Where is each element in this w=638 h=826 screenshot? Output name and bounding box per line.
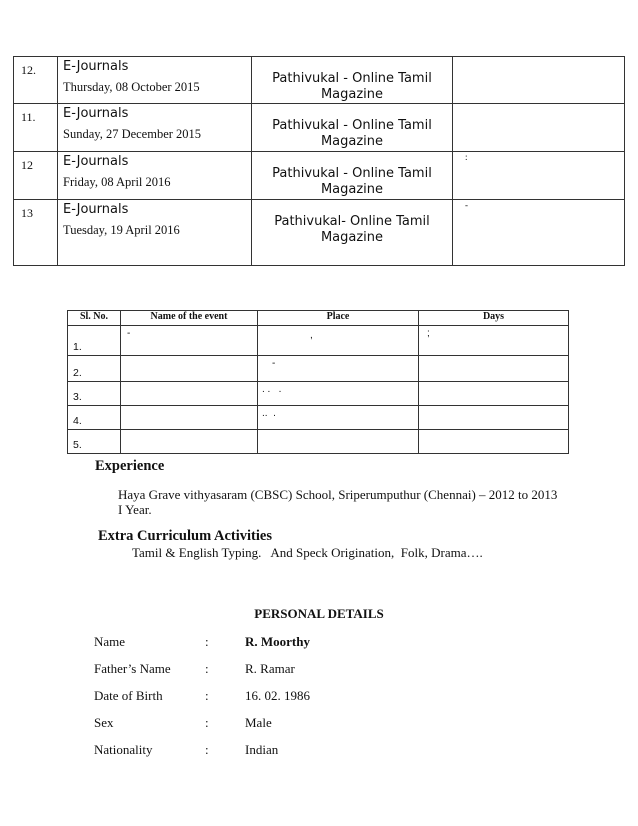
personal-colon: :: [205, 661, 209, 676]
journal-extra-cell: -: [453, 200, 625, 266]
event-name-cell: [121, 430, 258, 454]
table-row: [14, 200, 625, 266]
personal-value: R. Moorthy: [245, 634, 310, 649]
journal-label: E-Journals: [63, 59, 129, 74]
personal-colon: :: [205, 634, 209, 649]
table-header-row: [68, 311, 569, 326]
journal-title-cell: [58, 152, 252, 200]
journal-place-line2: Magazine: [320, 134, 384, 149]
table-row: [68, 326, 569, 356]
table-row: [68, 382, 569, 406]
journal-title-cell: [58, 200, 252, 266]
experience-line2: I Year.: [118, 502, 152, 517]
sl-no-cell: 5.: [68, 430, 121, 454]
sl-no-cell: 1.: [68, 326, 121, 356]
event-place-cell: [258, 430, 419, 454]
event-place-cell: [258, 382, 419, 406]
personal-colon: :: [205, 688, 209, 703]
table-row: [14, 152, 625, 200]
event-days-cell: [419, 406, 569, 430]
journal-label: E-Journals: [63, 154, 129, 169]
journals-table: [13, 56, 625, 266]
journal-label: E-Journals: [63, 106, 129, 121]
row-number: 12: [14, 152, 58, 200]
events-table: [67, 310, 569, 454]
table-row: [68, 406, 569, 430]
header-event-name: Name of the event: [121, 311, 258, 326]
personal-colon: :: [205, 715, 209, 730]
event-place-text: -: [272, 358, 276, 369]
table-row: [68, 356, 569, 382]
journal-place-line2: Magazine: [320, 87, 384, 102]
extra-curricular-heading: Extra Curriculum Activities: [98, 528, 272, 544]
event-days-cell: [419, 356, 569, 382]
sl-no-cell: 3.: [68, 382, 121, 406]
journal-place-cell: [252, 200, 453, 266]
experience-heading: Experience: [95, 458, 165, 474]
journal-place-line1: Pathivukal- Online Tamil: [274, 214, 430, 229]
event-place-cell: [258, 406, 419, 430]
journal-date: Friday, 08 April 2016: [63, 175, 171, 189]
journal-date: Tuesday, 19 April 2016: [63, 223, 180, 237]
journal-place-cell: [252, 152, 453, 200]
header-sl-no: Sl. No.: [68, 311, 121, 326]
event-place-cell: [258, 326, 419, 356]
experience-line1: Haya Grave vithyasaram (CBSC) School, Sriperumputhur (Chennai) – 2012 to 2013: [118, 487, 558, 502]
header-days: Days: [419, 311, 569, 326]
journal-place-line1: Pathivukal - Online Tamil: [272, 118, 432, 133]
personal-colon: :: [205, 742, 209, 757]
event-name-cell: [121, 406, 258, 430]
table-row: [14, 104, 625, 152]
personal-label: Father’s Name: [94, 661, 171, 676]
personal-label: Nationality: [94, 742, 153, 757]
event-place-text: . . .: [262, 384, 282, 395]
journal-label: E-Journals: [63, 202, 129, 217]
table-row: [68, 430, 569, 454]
event-days-text: ;: [427, 328, 430, 339]
event-name-cell: [121, 382, 258, 406]
journal-place-line2: Magazine: [320, 182, 384, 197]
journal-date: Sunday, 27 December 2015: [63, 127, 202, 141]
event-name-text: -: [127, 328, 131, 339]
personal-label: Date of Birth: [94, 688, 163, 703]
journal-extra-cell: [453, 104, 625, 152]
sl-no-cell: 4.: [68, 406, 121, 430]
table-row: [14, 57, 625, 104]
journal-place-line1: Pathivukal - Online Tamil: [272, 71, 432, 86]
personal-details-heading: PERSONAL DETAILS: [254, 606, 384, 621]
journal-title-cell: [58, 57, 252, 104]
journal-place: [252, 200, 452, 246]
personal-value: R. Ramar: [245, 661, 295, 676]
personal-value: Indian: [245, 742, 279, 757]
row-number: 13: [14, 200, 58, 266]
journal-extra-cell: :: [453, 152, 625, 200]
event-place-text: .. .: [262, 408, 276, 419]
event-place-text: ,: [310, 330, 313, 341]
journal-title-cell: [58, 104, 252, 152]
row-number: 12.: [14, 57, 58, 104]
personal-label: Sex: [94, 715, 114, 730]
event-days-cell: [419, 430, 569, 454]
personal-value: 16. 02. 1986: [245, 688, 310, 703]
personal-value: Male: [245, 715, 272, 730]
journal-place-line2: Magazine: [320, 230, 384, 245]
journal-date: Thursday, 08 October 2015: [63, 80, 200, 94]
journal-place-line1: Pathivukal - Online Tamil: [272, 166, 432, 181]
event-place-cell: [258, 356, 419, 382]
event-days-cell: [419, 326, 569, 356]
row-number: 11.: [14, 104, 58, 152]
journal-extra-cell: [453, 57, 625, 104]
journal-place: [252, 57, 452, 103]
extra-curricular-text: Tamil & English Typing. And Speck Origination, Folk, Drama….: [132, 545, 483, 560]
header-place: Place: [258, 311, 419, 326]
event-name-cell: [121, 326, 258, 356]
event-name-cell: [121, 356, 258, 382]
event-days-cell: [419, 382, 569, 406]
journal-place-cell: [252, 57, 453, 104]
journal-place: [252, 104, 452, 150]
sl-no-cell: 2.: [68, 356, 121, 382]
personal-label: Name: [94, 634, 126, 649]
journal-place: [252, 152, 452, 198]
journal-place-cell: [252, 104, 453, 152]
